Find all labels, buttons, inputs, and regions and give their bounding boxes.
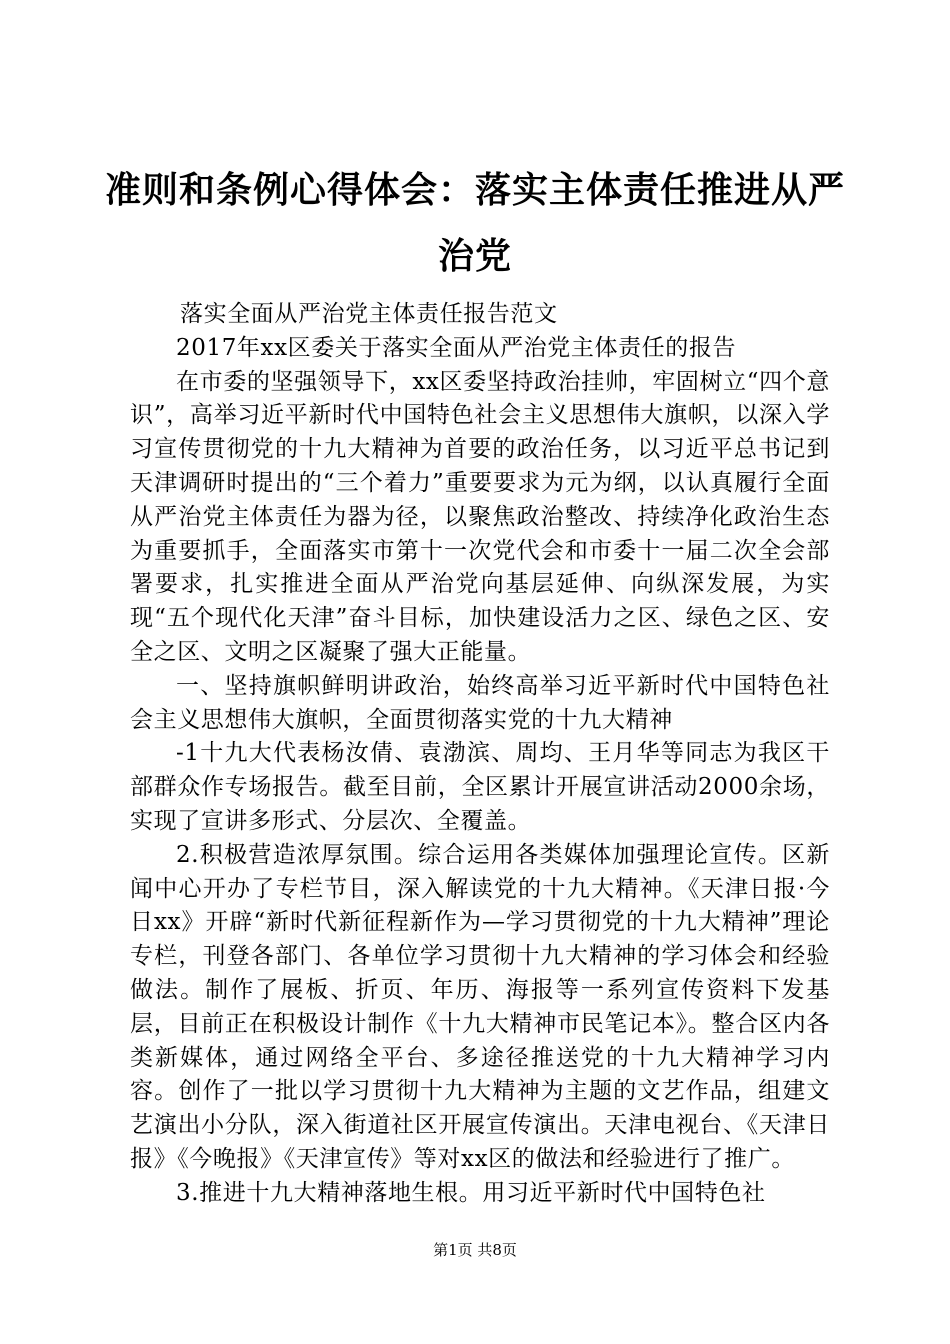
paragraph-section-one: 一、坚持旗帜鲜明讲政治，始终高举习近平新时代中国特色社会主义思想伟大旗帜，全面贯彻落实党的十九大精神 [130,672,830,733]
paragraph-item-three: 3.推进十九大精神落地生根。用习近平新时代中国特色社 [176,1179,766,1206]
paragraph-item-one: -1十九大代表杨汝倩、袁渤滨、周均、王月华等同志为我区干部群众作专场报告。截至目前，全区累计开展宣讲活动2000余场，实现了宣讲多形式、分层次、全覆盖。 [130,740,830,834]
paragraph-intro: 在市委的坚强领导下，xx区委坚持政治挂帅，牢固树立“四个意识”，高举习近平新时代中国特色社会主义思想伟大旗帜，以深入学习宣传贯彻党的十九大精神为首要的政治任务，以习近平总书记到天津调研时提出的“三个着力”重要要求为元为纲，以认真履行全面从严治党主体责任为器为径，以聚焦政治整改、持续净化政治生态为重要抓手，全面落实市第十一次党代会和市委十一届二次全会部署要求，扎实推进全面从严治党向基层延伸、向纵深发展，为实现“五个现代化天津”奋斗目标，加快建设活力之区、绿色之区、安全之区、文明之区凝聚了强大正能量。 [130,368,830,665]
paragraph-report-heading: 落实全面从严治党主体责任报告范文 [180,301,558,327]
document-body [130,298,830,1211]
paragraph-report-title: 2017年xx区委关于落实全面从严治党主体责任的报告 [176,334,737,361]
page-footer: 第1页 共8页 [433,1241,517,1259]
paragraph-item-two: 2.积极营造浓厚氛围。综合运用各类媒体加强理论宣传。区新闻中心开办了专栏节目，深入解读党的十九大精神。《天津日报·今日xx》开辟“新时代新征程新作为—学习贯彻党的十九大精神”理论专栏，刊登各部门、各单位学习贯彻十九大精神的学习体会和经验做法。制作了展板、折页、年历、海报等一系列宣传资料下发基层，目前正在积极设计制作《十九大精神市民笔记本》。整合区内各类新媒体，通过网络全平台、多途径推送党的十九大精神学习内容。创作了一批以学习贯彻十九大精神为主题的文艺作品，组建文艺演出小分队，深入街道社区开展宣传演出。天津电视台、《天津日报》《今晚报》《天津宣传》等对xx区的做法和经验进行了推广。 [130,841,830,1172]
document-title: 准则和条例心得体会：落实主体责任推进从严治党 [104,170,845,277]
